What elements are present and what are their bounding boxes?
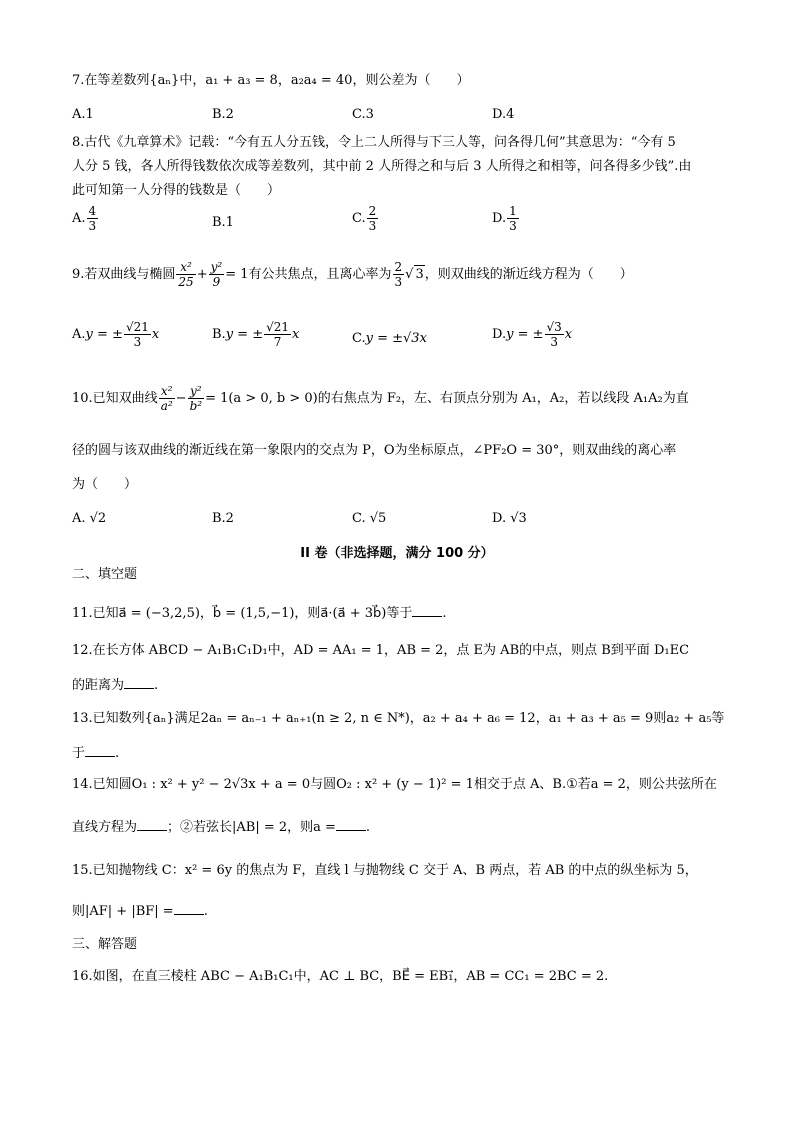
q8-option-c: C. $\frac{2}{3}$ (352, 204, 377, 233)
q9-option-d: D.y = ± $\frac{√3}{3}$ x (492, 320, 573, 349)
q10-option-d: D. √3 (492, 511, 527, 526)
question-11: 11.已知a⃗ = (−3,2,5)，b⃗ = (1,5,−1)，则a⃗·(a⃗ + 3b⃗)等于 . (72, 606, 447, 621)
question-15-line-1: 15.已知抛物线 C：x² = 6y 的焦点为 F，直线 l 与抛物线 C 交于 A、B 两点，若 AB 的中点的纵坐标为 5， (72, 863, 698, 878)
q9-option-c: C.y = ±√3x (352, 331, 427, 346)
q7-option-c: C.3 (352, 107, 374, 122)
q10-option-a: A. √2 (72, 511, 107, 526)
answer-blank (124, 676, 154, 689)
question-10-line-2: 径的圆与该双曲线的渐近线在第一象限内的交点为 P，O为坐标原点，∠PF₂O = 30°，则双曲线的离心率 (72, 443, 677, 458)
answer-blank (174, 902, 204, 915)
question-12-line-1: 12.在长方体 ABCD − A₁B₁C₁D₁中，AD = AA₁ = 1，AB = 2，点 E为 AB的中点，则点 B到平面 D₁EC (72, 643, 690, 658)
q7-option-a: A.1 (72, 107, 94, 122)
q7-option-b: B.2 (212, 107, 234, 122)
question-16: 16.如图，在直三棱柱 ABC − A₁B₁C₁中，AC ⊥ BC，BE⃗ = EB₁⃗，AB = CC₁ = 2BC = 2. (72, 969, 609, 984)
question-7: 7.在等差数列{aₙ}中，a₁ + a₃ = 8，a₂a₄ = 40，则公差为（ ） (72, 73, 470, 88)
fill-in-heading: 二、填空题 (72, 567, 138, 582)
question-8-line-3: 此可知第一人分得的钱数是（ ） (72, 183, 281, 198)
q9-option-a: A.y = ± $\frac{√21}{3}$ x (72, 320, 160, 349)
q8-option-d: D. $\frac{1}{3}$ (492, 204, 517, 233)
answer-heading: 三、解答题 (72, 937, 138, 952)
q7-option-d: D.4 (492, 107, 515, 122)
question-14-line-1: 14.已知圆O₁ : x² + y² − 2√3x + a = 0与圆O₂ : x² + (y − 1)² = 1相交于点 A、B.①若a = 2，则公共弦所在 (72, 777, 717, 792)
question-8-line-1: 8.古代《九章算术》记载：“今有五人分五钱，令上二人所得与下三人等，问各得几何”其意思为：“今有 5 (72, 135, 676, 150)
question-10-line-3: 为（ ） (72, 477, 138, 492)
section-ii-heading: II 卷（非选择题，满分 100 分） (300, 546, 494, 561)
question-14-line-2: 直线方程为 ；②若弦长|AB| = 2，则a = . (72, 820, 371, 835)
answer-blank (336, 818, 366, 831)
q8-option-b: B.1 (212, 215, 234, 230)
question-13-line-2: 于 . (72, 746, 120, 761)
answer-blank (412, 604, 442, 617)
answer-blank (85, 744, 115, 757)
q8-option-a: A. $\frac{4}{3}$ (72, 204, 97, 233)
q10-option-b: B.2 (212, 511, 234, 526)
q9-option-b: B.y = ± $\frac{√21}{7}$ x (212, 320, 300, 349)
question-8-line-2: 人分 5 钱，各人所得钱数依次成等差数列，其中前 2 人所得之和与后 3 人所得之和相等，问各得多少钱”.由 (72, 159, 692, 174)
question-13-line-1: 13.已知数列{aₙ}满足2aₙ = aₙ₋₁ + aₙ₊₁(n ≥ 2, n ∈ N*)，a₂ + a₄ + a₆ = 12，a₁ + a₃ + a₅ = 9则a₂ + a₅等 (72, 711, 725, 726)
question-15-line-2: 则|AF| + |BF| = . (72, 904, 208, 919)
question-10-line-1: 10.已知双曲线 $\frac{\text{x²}}{\text{a²}}$ − $\frac{\text{y²}}{\text{b²}}$ = 1(a > 0, b > 0)的右焦点为 F₂，左、右顶点分别为 A₁，A₂，若以线段 A₁A₂为直 (72, 384, 689, 413)
answer-blank (137, 818, 167, 831)
question-12-line-2: 的距离为 . (72, 678, 159, 693)
question-9: 9.若双曲线与椭圆 $\frac{\text{x²}}{25}$ + $\frac{\text{y²}}{9}$ = 1有公共焦点，且离心率为 $\frac{2}{3}$ √ 3，则双曲线的渐近线方程为（ ） (72, 260, 633, 289)
q10-option-c: C. √5 (352, 511, 387, 526)
